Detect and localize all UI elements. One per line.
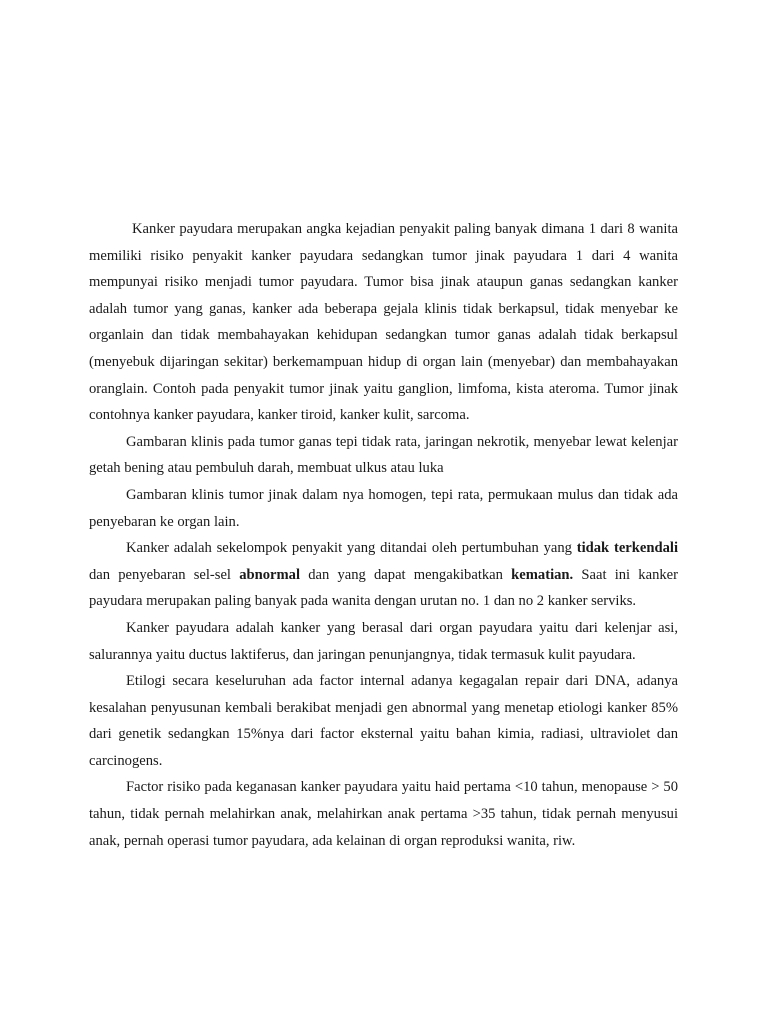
bold-term-tidak-terkendali: tidak terkendali xyxy=(576,540,679,557)
bold-term-kematian: kematian. xyxy=(511,566,574,583)
paragraph-text: Gambaran klinis tumor jinak dalam nya homogen, tepi rata, permukaan mulus dan tidak ada penyebaran ke organ lain. xyxy=(89,486,678,530)
bold-term-abnormal: abnormal xyxy=(239,566,300,583)
paragraph-7 xyxy=(89,774,678,854)
paragraph-text: Etilogi secara keseluruhan ada factor internal adanya kegagalan repair dari DNA, adanya kesalahan penyusunan kembali berakibat menjadi gen abnormal yang menetap etiologi kanker 85% dari genetik sedangkan 15%nya dari factor eksternal yaitu bahan kimia, radiasi, ultraviolet dan carcinogens. xyxy=(89,673,678,769)
paragraph-3 xyxy=(89,482,678,535)
paragraph-text: dan penyebaran sel-sel xyxy=(89,566,240,583)
paragraph-text: Kanker adalah sekelompok penyakit yang ditandai oleh pertumbuhan yang xyxy=(126,540,577,557)
paragraph-text: Gambaran klinis pada tumor ganas tepi tidak rata, jaringan nekrotik, menyebar lewat kelenjar getah bening atau pembuluh darah, membuat ulkus atau luka xyxy=(89,433,678,477)
paragraph-text: Kanker payudara merupakan angka kejadian penyakit paling banyak dimana 1 dari 8 wanita memiliki risiko penyakit kanker payudara sedangkan tumor jinak payudara 1 dari 4 wanita mempunyai risiko menjadi tumor payudara. Tumor bisa jinak ataupun ganas sedangkan kanker adalah tumor yang ganas, kanker ada beberapa gejala klinis tidak berkapsul, tidak menyebar ke organlain dan tidak membahayakan kehidupan sedangkan tumor ganas adalah tidak berkapsul (menyebuk dijaringan sekitar) berkemampuan hidup di organ lain (menyebar) dan membahayakan oranglain. Contoh pada penyakit tumor jinak yaitu ganglion, limfoma, kista ateroma. Tumor jinak contohnya kanker payudara, kanker tiroid, kanker kulit, sarcoma. xyxy=(89,221,678,424)
paragraph-text: dan yang dapat mengakibatkan xyxy=(300,566,512,583)
paragraph-text: Factor risiko pada keganasan kanker payudara yaitu haid pertama <10 tahun, menopause > 50 tahun, tidak pernah melahirkan anak, melahirkan anak pertama >35 tahun, tidak pernah menyusui anak, pernah operasi tumor payudara, ada kelainan di organ reproduksi wanita, riw. xyxy=(89,779,678,849)
document-body xyxy=(89,216,678,854)
paragraph-5 xyxy=(89,615,678,668)
paragraph-6 xyxy=(89,668,678,774)
paragraph-1 xyxy=(89,216,678,429)
paragraph-4 xyxy=(89,535,678,615)
paragraph-text: Kanker payudara adalah kanker yang berasal dari organ payudara yaitu dari kelenjar asi, salurannya yaitu ductus laktiferus, dan jaringan penunjangnya, tidak termasuk kulit payudara. xyxy=(89,619,678,663)
paragraph-2 xyxy=(89,429,678,482)
paragraph-text: Saat ini kanker payudara merupakan paling banyak pada wanita dengan urutan no. 1 dan no 2 kanker serviks. xyxy=(89,566,678,610)
